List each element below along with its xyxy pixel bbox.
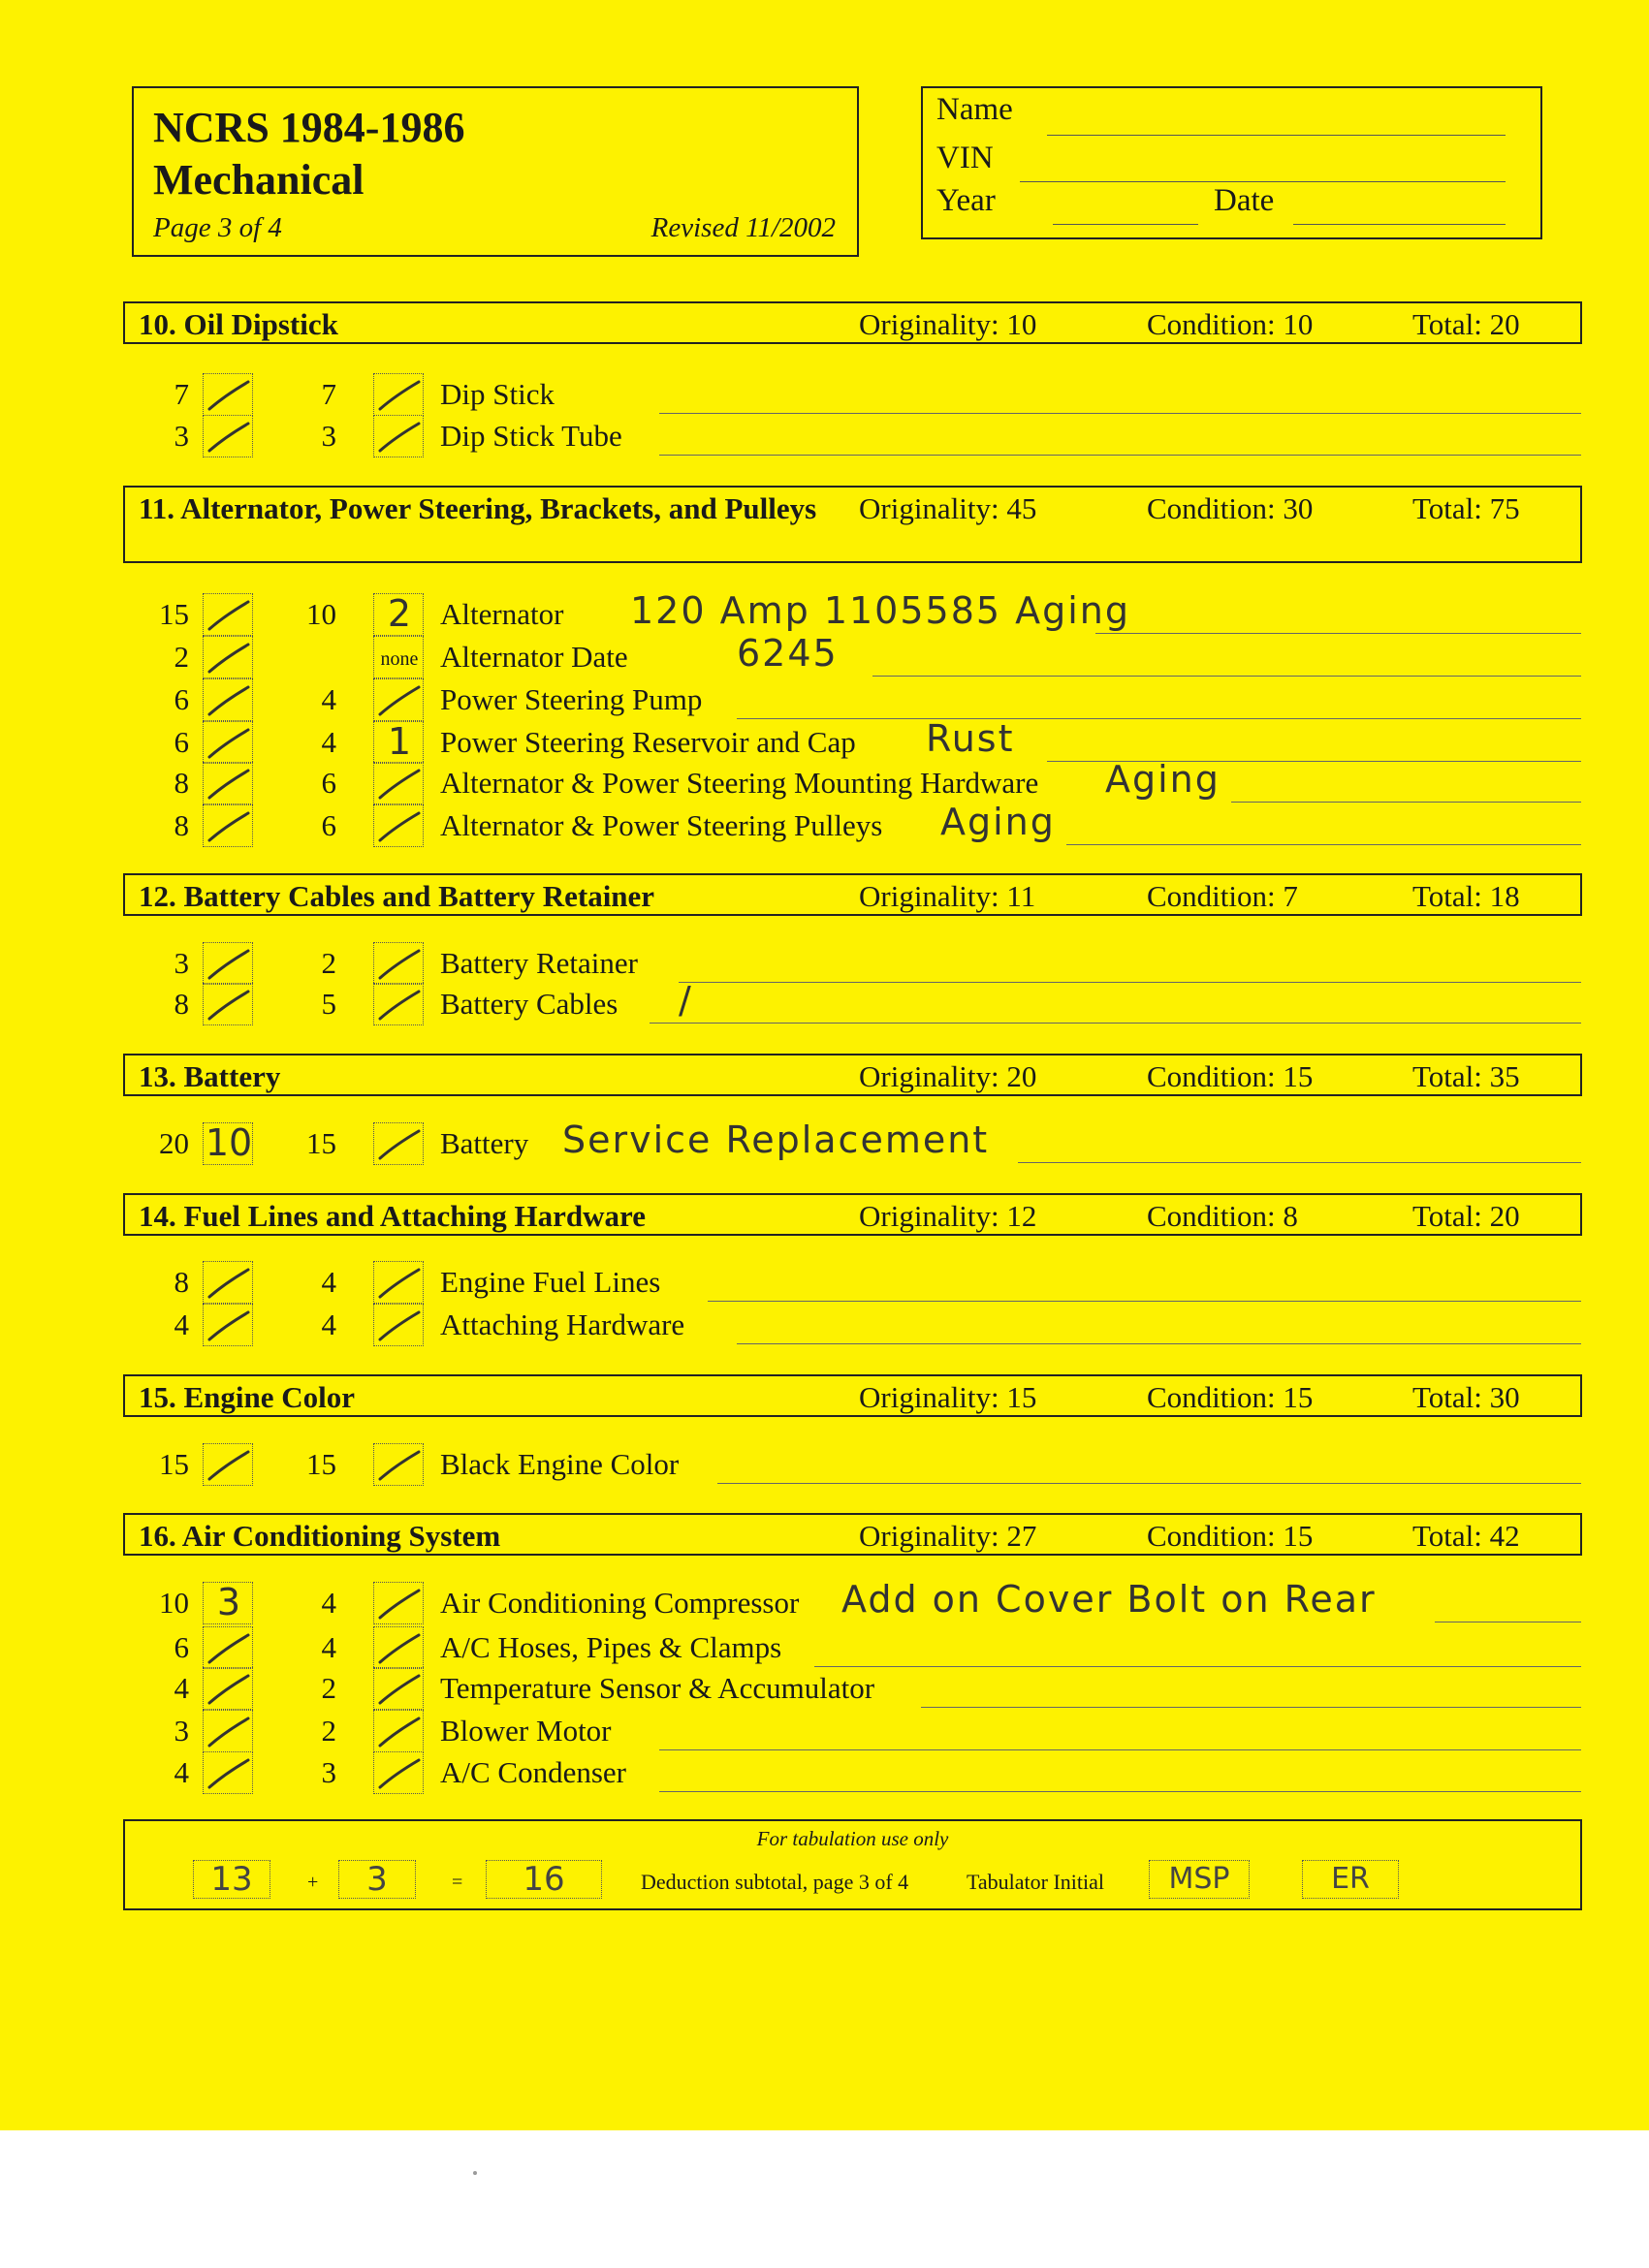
condition-deduction-box[interactable] <box>373 1751 424 1794</box>
originality-deduction-box[interactable] <box>203 1304 253 1346</box>
originality-points: 10 <box>159 1586 189 1620</box>
item-row <box>0 1578 1649 1624</box>
check-mark-icon <box>374 943 425 986</box>
item-name: Blower Motor <box>440 1714 612 1748</box>
originality-deduction-box[interactable] <box>203 373 253 416</box>
section-title: 12. Battery Cables and Battery Retainer <box>139 879 655 913</box>
item-name: A/C Condenser <box>440 1755 627 1789</box>
originality-deduction-box[interactable] <box>203 636 253 678</box>
item-name: Battery <box>440 1126 529 1160</box>
year-label: Year <box>936 183 996 218</box>
item-name: Battery Cables <box>440 987 618 1021</box>
condition-points: 15 <box>306 1447 336 1481</box>
section-originality: Originality: 20 <box>859 1059 1037 1093</box>
section-header <box>123 301 1582 344</box>
condition-deduction-box[interactable] <box>373 1304 424 1346</box>
originality-deduction-box[interactable] <box>203 1626 253 1669</box>
condition-points: 5 <box>321 987 336 1021</box>
check-mark-icon <box>204 984 254 1026</box>
none-label: none <box>380 648 419 670</box>
item-row <box>0 942 1649 985</box>
item-row <box>0 1751 1649 1794</box>
check-mark-icon <box>204 1627 254 1670</box>
tab-result[interactable]: 16 <box>486 1860 602 1899</box>
comment-line[interactable] <box>659 1791 1581 1792</box>
originality-deduction-box[interactable] <box>203 1261 253 1304</box>
name-field[interactable] <box>1047 135 1506 136</box>
item-row <box>0 979 1649 1025</box>
comment-line[interactable] <box>1066 844 1581 845</box>
check-mark-icon <box>204 594 254 637</box>
check-mark-icon <box>374 1668 425 1711</box>
check-mark-icon <box>374 1583 425 1625</box>
item-row <box>0 373 1649 416</box>
comment-line[interactable] <box>659 413 1581 414</box>
section-header <box>123 1054 1582 1096</box>
comment-line[interactable] <box>659 455 1581 456</box>
check-mark-icon <box>204 637 254 679</box>
owner-info-box <box>921 86 1542 239</box>
check-mark-icon <box>204 805 254 848</box>
subtotal-label: Deduction subtotal, page 3 of 4 <box>641 1870 909 1894</box>
page-number: Page 3 of 4 <box>153 212 282 243</box>
revision-date: Revised 11/2002 <box>650 212 836 243</box>
check-mark-icon <box>204 1711 254 1753</box>
item-name: Black Engine Color <box>440 1447 680 1481</box>
condition-points: 3 <box>321 419 336 453</box>
condition-points: 2 <box>321 946 336 980</box>
originality-points: 3 <box>174 946 189 980</box>
section-condition: Condition: 8 <box>1147 1199 1298 1233</box>
condition-points: 4 <box>321 1265 336 1299</box>
vin-field[interactable] <box>1020 181 1506 182</box>
section-total: Total: 75 <box>1412 491 1520 525</box>
section-originality: Originality: 11 <box>859 879 1036 913</box>
condition-deduction-box[interactable] <box>373 415 424 457</box>
originality-points: 4 <box>174 1307 189 1341</box>
originality-deduction-box[interactable] <box>203 593 253 636</box>
item-name: Air Conditioning Compressor <box>440 1586 800 1620</box>
condition-deduction-box[interactable] <box>373 1626 424 1669</box>
check-mark-icon <box>374 374 425 417</box>
item-name: Alternator & Power Steering Mounting Hardware <box>440 766 1039 800</box>
check-mark-icon <box>374 763 425 805</box>
comment-line[interactable] <box>708 1301 1581 1302</box>
title-box <box>132 86 859 257</box>
originality-points: 8 <box>174 808 189 842</box>
condition-deduction-box[interactable] <box>373 1667 424 1710</box>
originality-points: 6 <box>174 1630 189 1664</box>
originality-points: 3 <box>174 419 189 453</box>
condition-deduction-box[interactable] <box>373 1582 424 1624</box>
check-mark-icon <box>204 416 254 458</box>
comment-line[interactable] <box>737 718 1581 719</box>
condition-points: 4 <box>321 682 336 716</box>
equals-sign: = <box>452 1872 463 1893</box>
check-mark-icon <box>204 1305 254 1347</box>
condition-deduction-box[interactable] <box>373 1261 424 1304</box>
section-total: Total: 30 <box>1412 1380 1520 1414</box>
item-name: Alternator Date <box>440 640 628 674</box>
section-total: Total: 20 <box>1412 1199 1520 1233</box>
tabulator-initial-2[interactable]: ER <box>1302 1860 1399 1899</box>
condition-points: 7 <box>321 377 336 411</box>
section-title: 14. Fuel Lines and Attaching Hardware <box>139 1199 647 1233</box>
originality-points: 20 <box>159 1126 189 1160</box>
handwritten-note: Aging <box>1105 758 1221 801</box>
comment-line[interactable] <box>921 1707 1581 1708</box>
item-row <box>0 415 1649 457</box>
section-originality: Originality: 27 <box>859 1519 1037 1553</box>
item-name: Engine Fuel Lines <box>440 1265 661 1299</box>
condition-deduction: 1 <box>387 720 412 763</box>
comment-line[interactable] <box>1095 633 1581 634</box>
condition-points: 2 <box>321 1671 336 1705</box>
originality-deduction-box[interactable] <box>203 1710 253 1752</box>
condition-deduction-box[interactable] <box>373 983 424 1025</box>
vin-label: VIN <box>936 141 994 175</box>
originality-points: 2 <box>174 640 189 674</box>
comment-line[interactable] <box>872 676 1581 677</box>
originality-deduction-box[interactable] <box>203 762 253 804</box>
comment-line[interactable] <box>717 1483 1581 1484</box>
item-row <box>0 801 1649 847</box>
condition-deduction-box[interactable] <box>373 1443 424 1486</box>
check-mark-icon <box>374 1123 425 1166</box>
tabulation-caption: For tabulation use only <box>756 1827 949 1850</box>
check-mark-icon <box>204 943 254 986</box>
originality-deduction-box[interactable] <box>203 983 253 1025</box>
originality-points: 8 <box>174 987 189 1021</box>
check-mark-icon <box>204 1444 254 1487</box>
handwritten-note: Service Replacement <box>562 1118 990 1161</box>
item-row <box>0 717 1649 764</box>
condition-points: 3 <box>321 1755 336 1789</box>
condition-points: 4 <box>321 1586 336 1620</box>
condition-deduction-box[interactable] <box>373 373 424 416</box>
comment-line[interactable] <box>1231 802 1581 803</box>
check-mark-icon <box>374 1444 425 1487</box>
section-condition: Condition: 7 <box>1147 879 1298 913</box>
tabulation-box <box>123 1819 1582 1910</box>
section-title: 11. Alternator, Power Steering, Brackets, and Pulleys <box>139 491 817 525</box>
originality-deduction-box[interactable] <box>203 1751 253 1794</box>
section-title: 13. Battery <box>139 1059 281 1093</box>
check-mark-icon <box>374 805 425 848</box>
condition-deduction-box[interactable] <box>373 942 424 985</box>
check-mark-icon <box>374 1752 425 1795</box>
tabulator-initial-1[interactable]: MSP <box>1149 1860 1250 1899</box>
section-header <box>123 1513 1582 1556</box>
originality-points: 7 <box>174 377 189 411</box>
originality-points: 15 <box>159 1447 189 1481</box>
item-name: Power Steering Reservoir and Cap <box>440 725 856 759</box>
originality-deduction-box[interactable] <box>203 1122 253 1165</box>
date-field[interactable] <box>1293 224 1506 225</box>
originality-deduction-box[interactable] <box>203 1582 253 1624</box>
originality-deduction: 10 <box>205 1121 253 1164</box>
item-row <box>0 758 1649 804</box>
condition-points: 6 <box>321 808 336 842</box>
originality-points: 6 <box>174 725 189 759</box>
item-name: A/C Hoses, Pipes & Clamps <box>440 1630 782 1664</box>
check-mark-icon <box>204 763 254 805</box>
check-mark-icon <box>204 722 254 765</box>
handwritten-note: / <box>679 979 693 1022</box>
originality-points: 15 <box>159 597 189 631</box>
section-header <box>123 486 1582 563</box>
check-mark-icon <box>374 1627 425 1670</box>
check-mark-icon <box>204 1262 254 1305</box>
handwritten-note: 120 Amp 1105585 Aging <box>630 589 1131 632</box>
condition-deduction-box[interactable] <box>373 593 424 636</box>
item-row <box>0 1443 1649 1486</box>
plus-sign: + <box>307 1872 319 1893</box>
check-mark-icon <box>374 1711 425 1753</box>
item-row <box>0 1710 1649 1752</box>
item-row <box>0 589 1649 636</box>
section-title: 10. Oil Dipstick <box>139 307 338 341</box>
section-header <box>123 1374 1582 1417</box>
section-condition: Condition: 15 <box>1147 1059 1314 1093</box>
condition-points: 2 <box>321 1714 336 1748</box>
section-title: 15. Engine Color <box>139 1380 356 1414</box>
form-subtitle: Mechanical <box>153 156 365 204</box>
originality-points: 6 <box>174 682 189 716</box>
section-originality: Originality: 15 <box>859 1380 1037 1414</box>
section-header <box>123 1193 1582 1236</box>
handwritten-note: Aging <box>940 801 1056 843</box>
section-total: Total: 35 <box>1412 1059 1520 1093</box>
item-row <box>0 632 1649 678</box>
condition-deduction-box[interactable] <box>373 804 424 847</box>
check-mark-icon <box>204 1668 254 1711</box>
originality-deduction-box[interactable] <box>203 721 253 764</box>
condition-deduction: 2 <box>387 592 412 635</box>
handwritten-note: Rust <box>926 717 1015 760</box>
item-row <box>0 1118 1649 1165</box>
handwritten-note: 6245 <box>737 632 839 675</box>
originality-deduction-box[interactable] <box>203 1667 253 1710</box>
section-originality: Originality: 12 <box>859 1199 1037 1233</box>
originality-points: 8 <box>174 1265 189 1299</box>
tab-value-1[interactable]: 13 <box>193 1860 270 1899</box>
condition-deduction-box[interactable] <box>373 678 424 721</box>
tabulator-label: Tabulator Initial <box>967 1870 1105 1894</box>
item-row <box>0 1667 1649 1710</box>
originality-deduction-box[interactable] <box>203 415 253 457</box>
condition-points: 4 <box>321 1630 336 1664</box>
section-title: 16. Air Conditioning System <box>139 1519 501 1553</box>
comment-line[interactable] <box>650 1023 1581 1024</box>
check-mark-icon <box>374 1305 425 1347</box>
item-row <box>0 678 1649 721</box>
name-label: Name <box>936 92 1013 127</box>
condition-deduction-box[interactable] <box>373 721 424 764</box>
item-name: Dip Stick Tube <box>440 419 622 453</box>
originality-points: 3 <box>174 1714 189 1748</box>
condition-points: 4 <box>321 1307 336 1341</box>
section-total: Total: 42 <box>1412 1519 1520 1553</box>
section-originality: Originality: 10 <box>859 307 1037 341</box>
check-mark-icon <box>374 679 425 722</box>
section-originality: Originality: 45 <box>859 491 1037 525</box>
section-total: Total: 20 <box>1412 307 1520 341</box>
condition-deduction-box[interactable] <box>373 1122 424 1165</box>
check-mark-icon <box>204 1752 254 1795</box>
section-condition: Condition: 10 <box>1147 307 1314 341</box>
condition-points: 15 <box>306 1126 336 1160</box>
comment-line[interactable] <box>1018 1162 1581 1163</box>
item-name: Alternator <box>440 597 564 631</box>
condition-deduction-box[interactable] <box>373 1710 424 1752</box>
condition-points: 6 <box>321 766 336 800</box>
section-condition: Condition: 15 <box>1147 1519 1314 1553</box>
condition-deduction-box[interactable] <box>373 636 424 678</box>
originality-deduction-box[interactable] <box>203 804 253 847</box>
item-name: Temperature Sensor & Accumulator <box>440 1671 875 1705</box>
condition-points: 4 <box>321 725 336 759</box>
item-row <box>0 1261 1649 1304</box>
check-mark-icon <box>374 984 425 1026</box>
condition-points: 10 <box>306 597 336 631</box>
form-title: NCRS 1984-1986 <box>153 104 465 151</box>
check-mark-icon <box>374 416 425 458</box>
item-name: Alternator & Power Steering Pulleys <box>440 808 883 842</box>
comment-line[interactable] <box>659 1749 1581 1750</box>
item-row <box>0 1626 1649 1669</box>
item-name: Attaching Hardware <box>440 1307 685 1341</box>
check-mark-icon <box>204 679 254 722</box>
year-field[interactable] <box>1053 224 1198 225</box>
item-name: Power Steering Pump <box>440 682 703 716</box>
condition-deduction-box[interactable] <box>373 762 424 804</box>
originality-deduction: 3 <box>216 1581 241 1623</box>
section-condition: Condition: 30 <box>1147 491 1314 525</box>
scan-speck <box>473 2171 477 2175</box>
section-total: Total: 18 <box>1412 879 1520 913</box>
item-row <box>0 1304 1649 1346</box>
section-header <box>123 873 1582 916</box>
comment-line[interactable] <box>737 1343 1581 1344</box>
originality-deduction-box[interactable] <box>203 678 253 721</box>
originality-deduction-box[interactable] <box>203 1443 253 1486</box>
item-name: Dip Stick <box>440 377 555 411</box>
originality-points: 4 <box>174 1671 189 1705</box>
originality-points: 8 <box>174 766 189 800</box>
handwritten-note: Add on Cover Bolt on Rear <box>841 1578 1377 1621</box>
originality-points: 4 <box>174 1755 189 1789</box>
check-mark-icon <box>204 374 254 417</box>
date-label: Date <box>1214 183 1275 218</box>
item-name: Battery Retainer <box>440 946 638 980</box>
tab-value-2[interactable]: 3 <box>338 1860 416 1899</box>
originality-deduction-box[interactable] <box>203 942 253 985</box>
section-condition: Condition: 15 <box>1147 1380 1314 1414</box>
check-mark-icon <box>374 1262 425 1305</box>
